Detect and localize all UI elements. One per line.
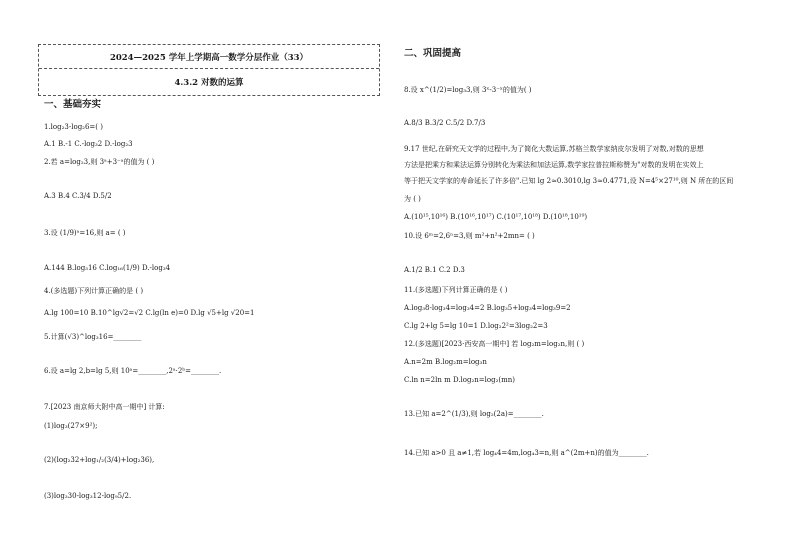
q13-stem: 13.已知 a=2^(1/3),则 log₂(2a)=________. [404,410,544,418]
q8-options: A.8/3 B.3/2 C.5/2 D.7/3 [404,119,486,127]
q11-stem: 11.(多选题)下列计算正确的是 ( ) [404,286,508,294]
q3-options: A.144 B.log₃16 C.log₁₆(1/9) D.-log₃4 [44,264,171,272]
worksheet-title: 2024—2025 学年上学期高一数学分层作业（33） [109,53,309,63]
q7-part1: (1)log₃(27×9²); [44,422,98,430]
q7-part3: (3)log₃30-log₃12-log₉5/2. [44,492,132,500]
q12-stem: 12.(多选题)[2023·西安高一期中] 若 log₂m=log₂n,则 ( ) [404,340,585,348]
q1-stem: 1.log₂3-log₂6=( ) [44,123,103,131]
q7-stem: 7.[2023 南京师大附中高一期中] 计算: [44,403,165,411]
q12-options-ab: A.n=2m B.log₂m=log₃n [404,358,487,366]
q14-stem: 14.已知 a>0 且 a≠1,若 log₄4=4m,log₄3=n,则 a^(2m+n)的值为________. [404,449,649,457]
q8-stem: 8.设 x^(1/2)=log₃3,则 3ˣ-3⁻ˣ的值为( ) [404,86,532,94]
q10-options: A.1/2 B.1 C.2 D.3 [404,266,465,274]
q3-stem: 3.设 (1/9)ᵃ=16,则 a= ( ) [44,229,126,237]
q9-stem-line4: 为 ( ) [404,195,421,203]
q9-options: A.(10¹⁵,10¹⁶) B.(10¹⁶,10¹⁷) C.(10¹⁷,10¹⁸) D.(10¹⁸,10¹⁹) [404,213,588,221]
q1-options: A.1 B.-1 C.-log₃2 D.-log₂3 [44,140,133,148]
q9-stem-line2: 方法是把乘方和乘法运算分别转化为乘法和加法运算,数学家拉普拉斯称赞为"对数的发明在实效上 [404,161,704,169]
header-divider [39,68,379,69]
q10-stem: 10.设 6ᵐ=2,6ⁿ=3,则 m²+n²+2mn= ( ) [404,232,535,240]
lesson-title: 4.3.2 对数的运算 [174,78,244,88]
q5-stem: 5.计算(√3)^log₃16=________ [44,333,142,341]
q11-options-ab: A.log₃8-log₃4=log₃4=2 B.log₃5+log₃4=log₃9=2 [404,304,571,312]
q2-options: A.3 B.4 C.3/4 D.5/2 [44,192,112,200]
q4-stem: 4.(多选题)下列计算正确的是 ( ) [44,287,144,295]
q7-part2: (2)(log₂32+log₁/₂(3/4)+log₂36), [44,456,155,464]
q9-stem-line1: 9.17 世纪,在研究天文学的过程中,为了简化大数运算,苏格兰数学家纳皮尔发明了对数,对数的思想 [404,145,704,153]
q11-options-cd: C.lg 2+lg 5=lg 10=1 D.log₂2²=3log₂2=3 [404,322,548,330]
q12-options-cd: C.ln n=2ln m D.log₂n=log₂(mn) [404,376,516,384]
section-title-consolidate: 二、巩固提高 [404,48,462,59]
header-box [38,44,380,96]
q6-stem: 6.设 a=lg 2,b=lg 5,则 10ᵃ=________,2ᵃ·2ᵇ=________. [44,367,222,375]
q4-options: A.lg 100=10 B.10^lg√2=√2 C.lg(ln e)=0 D.lg √5+lg √20=1 [44,309,255,317]
q9-stem-line3: 等于把天文学家的寿命延长了许多倍".已知 lg 2≈0.3010,lg 3≈0.4771,设 N=4⁵×27¹⁰,则 N 所在的区间 [404,177,734,185]
section-title-basic: 一、基础夯实 [44,99,102,110]
q2-stem: 2.若 a=log₂3,则 3ᵃ+3⁻ᵃ的值为 ( ) [44,158,155,166]
